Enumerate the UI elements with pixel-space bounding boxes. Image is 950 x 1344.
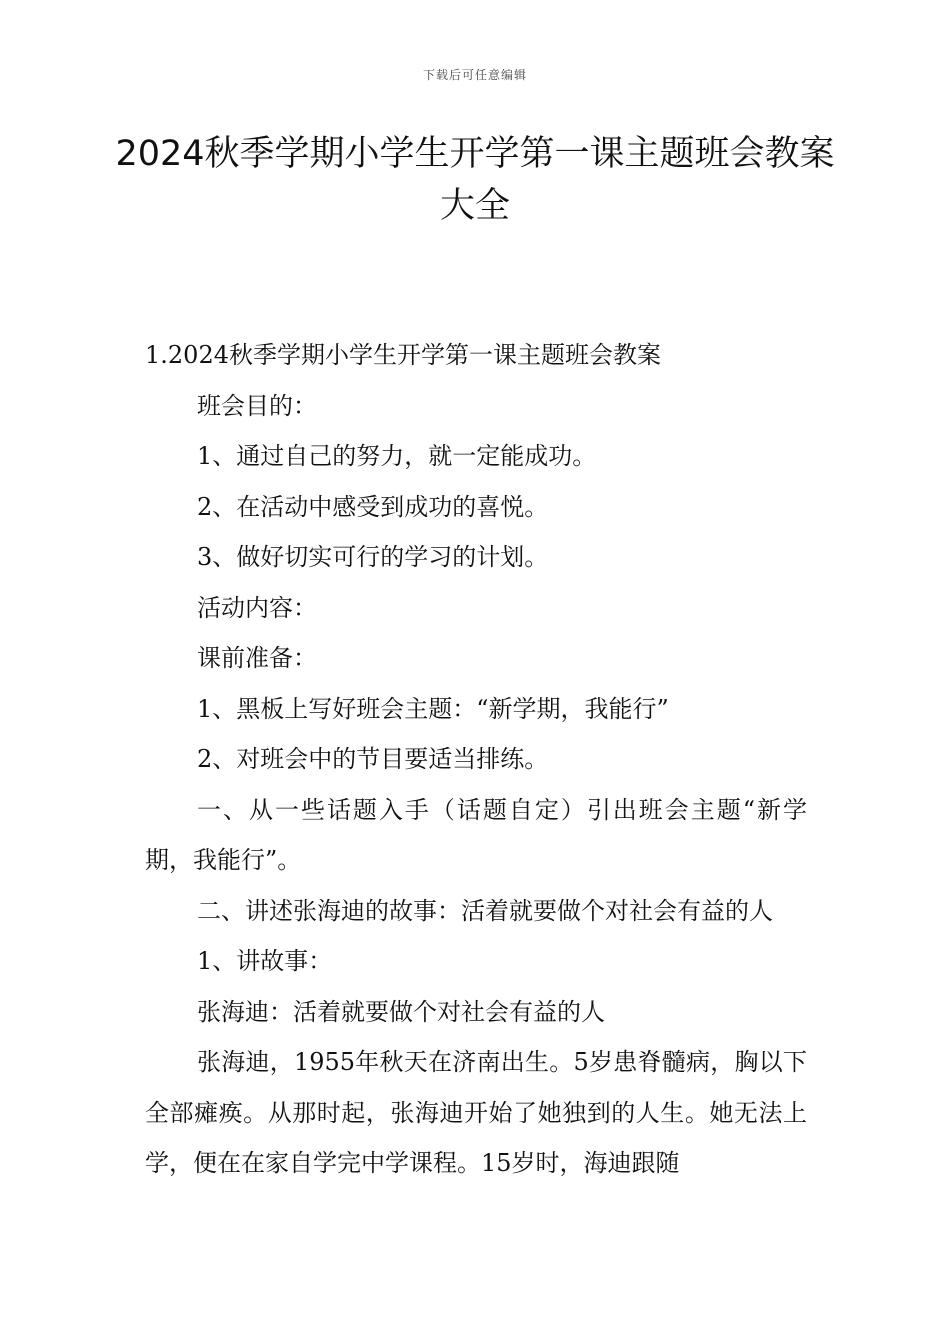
paragraph: 一、从一些话题入手（话题自定）引出班会主题“新学期，我能行”。 [145,795,807,874]
paragraph: 2、在活动中感受到成功的喜悦。 [197,492,549,521]
paragraph: 课前准备： [197,644,317,672]
paragraph: 班会目的： [197,391,317,420]
paragraph: 张海迪，1955年秋天在济南出生。5岁患脊髓病，胸以下全部瘫痪。从那时起，张海迪开始了她独到的人生。她无法上学，便在在家自学完中学课程。15岁时，海迪跟随 [145,1048,807,1177]
paragraph: 3、做好切实可行的学习的计划。 [197,543,549,571]
section-heading: 1.2024秋季学期小学生开学第一课主题班会教案 [145,341,661,369]
document-body [145,330,807,1189]
paragraph: 1、讲故事： [197,947,333,975]
paragraph: 1、通过自己的努力，就一定能成功。 [197,442,597,470]
paragraph: 张海迪：活着就要做个对社会有益的人 [197,997,605,1026]
paragraph: 1、黑板上写好班会主题：“新学期，我能行” [197,694,669,723]
paragraph: 二、讲述张海迪的故事：活着就要做个对社会有益的人 [197,896,773,925]
document-title: 2024秋季学期小学生开学第一课主题班会教案大全 [115,134,835,226]
paragraph: 2、对班会中的节目要适当排练。 [197,745,549,773]
paragraph: 活动内容： [197,593,317,622]
header-note: 下载后可任意编辑 [422,68,527,82]
